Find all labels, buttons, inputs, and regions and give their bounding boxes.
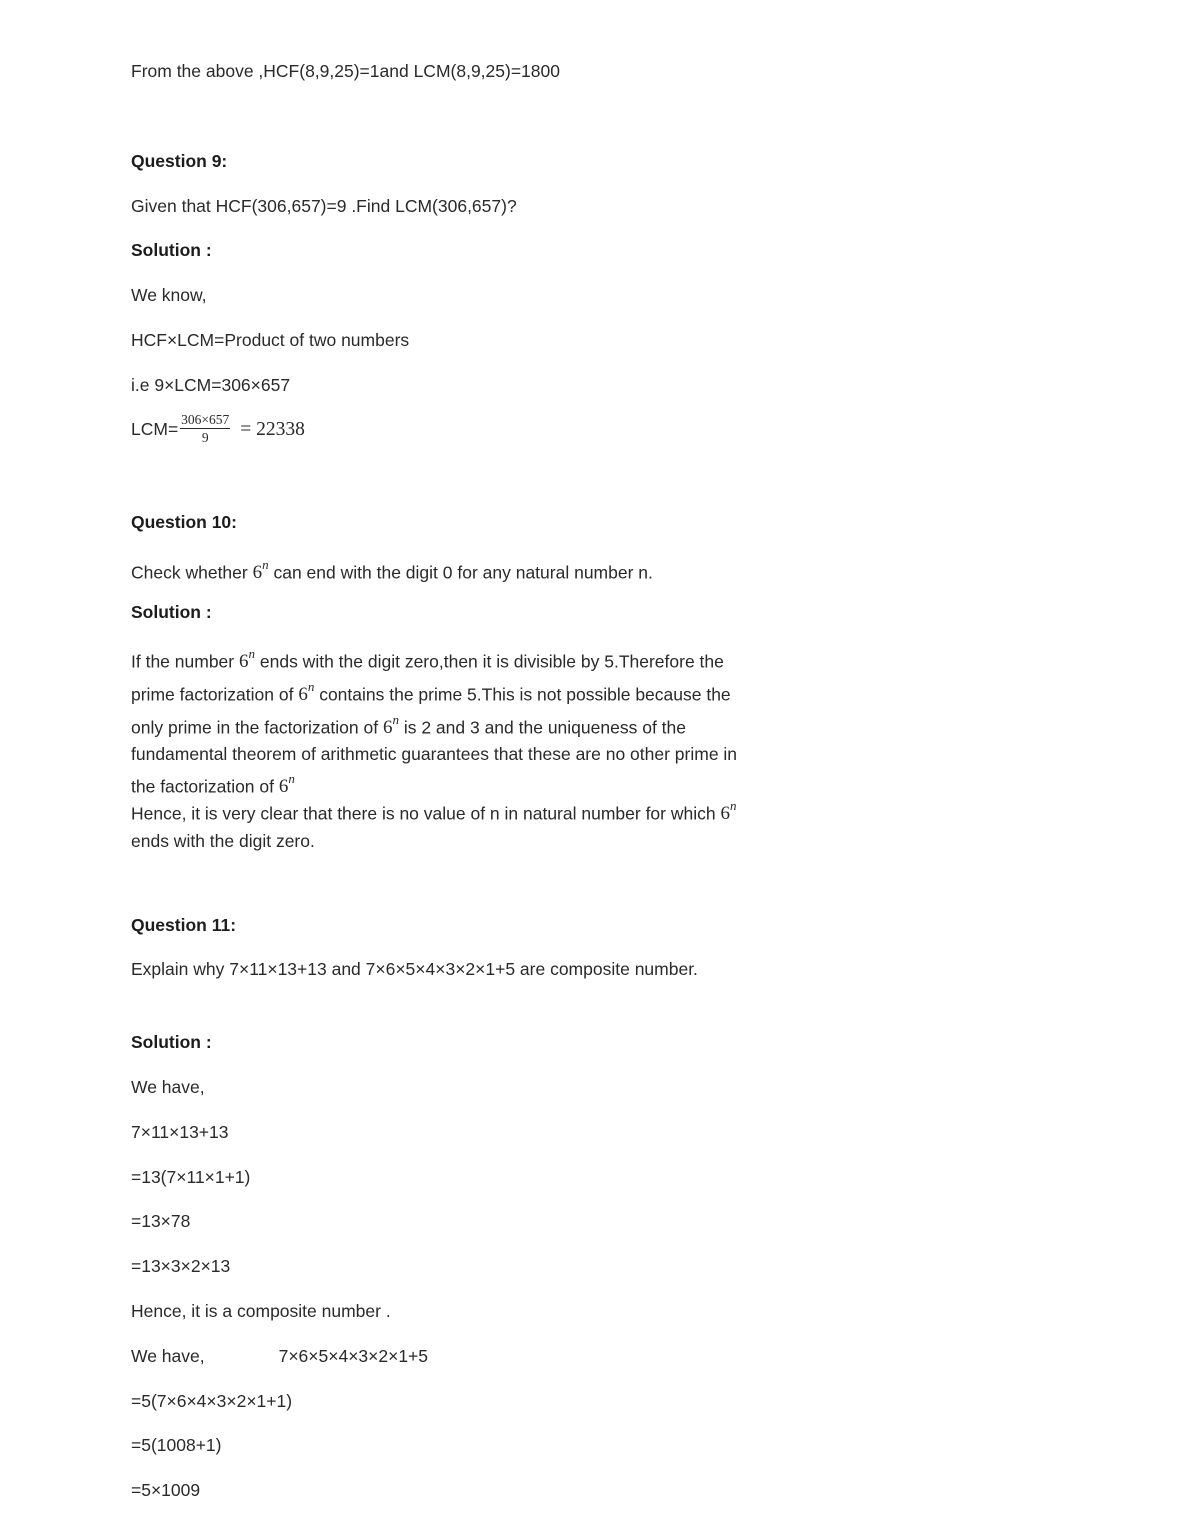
question-11-solution-heading: Solution : [131, 1032, 212, 1052]
power-exponent: n [262, 557, 269, 572]
lcm-label: LCM= [131, 419, 179, 439]
power-exponent: n [248, 646, 255, 661]
q10-text-part: can end with the digit 0 for any natural number n. [273, 562, 653, 583]
q10-solution-paragraph-2 [131, 795, 741, 854]
power-base: 6 [298, 684, 308, 706]
q11-step-3: =13(7×11×1+1) [131, 1167, 251, 1187]
q9-step-1: We know, [131, 285, 207, 305]
question-10-solution-heading: Solution : [131, 602, 212, 622]
power-6-n [382, 711, 399, 738]
paragraph-text: contains the prime 5.This is not possible because the only prime in the factorization of [131, 684, 731, 737]
lcm-result: = 22338 [240, 419, 305, 440]
power-base: 6 [278, 776, 289, 798]
power-exponent: n [307, 678, 315, 694]
question-10-text [131, 556, 653, 584]
power-base: 6 [720, 803, 730, 825]
power-base: 6 [252, 562, 263, 584]
step-text: We have, [131, 1346, 205, 1366]
q11-step-10: =5×1009 [131, 1480, 201, 1500]
q11-step-4: =13×78 [131, 1211, 191, 1231]
q11-step-8: =5(7×6×4×3×2×1+1) [131, 1391, 293, 1411]
question-9-title: Question 9: [131, 151, 228, 171]
question-11-text: Explain why 7×11×13+13 and 7×6×5×4×3×2×1+5 are composite number. [131, 959, 698, 979]
paragraph-text: ends with the digit zero,then it is divisible by 5.Therefore the prime factorization of [131, 651, 724, 705]
intro-text: From the above ,HCF(8,9,25)=1and LCM(8,9,25)=1800 [131, 61, 560, 81]
step-expression: 7×6×5×4×3×2×1+5 [278, 1346, 429, 1366]
power-exponent: n [288, 770, 295, 786]
q9-step-2: HCF×LCM=Product of two numbers [131, 330, 410, 350]
power-6-n [252, 557, 269, 584]
paragraph-text: Hence, it is very clear that there is no value of n in natural number for which [131, 803, 716, 824]
power-6-n [298, 678, 315, 706]
power-6-n [720, 798, 737, 825]
q10-solution-paragraph-1 [131, 643, 741, 801]
fraction-denominator: 9 [201, 429, 209, 445]
power-base: 6 [239, 651, 249, 673]
question-11-title: Question 11: [131, 915, 237, 935]
paragraph-text: is 2 and 3 and the uniqueness of the fundamental theorem of arithmetic guarantees that these are no other prime in the factorization of [131, 716, 738, 797]
question-9-text: Given that HCF(306,657)=9 .Find LCM(306,657)? [131, 196, 517, 216]
fraction-numerator: 306×657 [181, 411, 230, 427]
question-9-solution-heading: Solution : [131, 240, 212, 260]
q9-lcm-equation [131, 412, 305, 447]
q11-step-6: Hence, it is a composite number . [131, 1301, 391, 1321]
paragraph-text: ends with the digit zero. [131, 830, 315, 851]
q11-step-2: 7×11×13+13 [131, 1122, 229, 1142]
question-10-title: Question 10: [131, 512, 237, 532]
q9-step-3: i.e 9×LCM=306×657 [131, 375, 291, 395]
paragraph-text: If the number [131, 651, 235, 672]
q10-text-part: Check whether [131, 562, 248, 583]
q11-step-9: =5(1008+1) [131, 1435, 222, 1455]
power-6-n [239, 646, 255, 673]
power-exponent: n [729, 798, 737, 813]
power-exponent: n [392, 711, 399, 727]
power-base: 6 [382, 716, 393, 738]
q11-step-7 [131, 1345, 428, 1367]
q11-step-5: =13×3×2×13 [131, 1256, 231, 1276]
lcm-fraction [180, 412, 230, 445]
q11-step-1: We have, [131, 1077, 205, 1097]
